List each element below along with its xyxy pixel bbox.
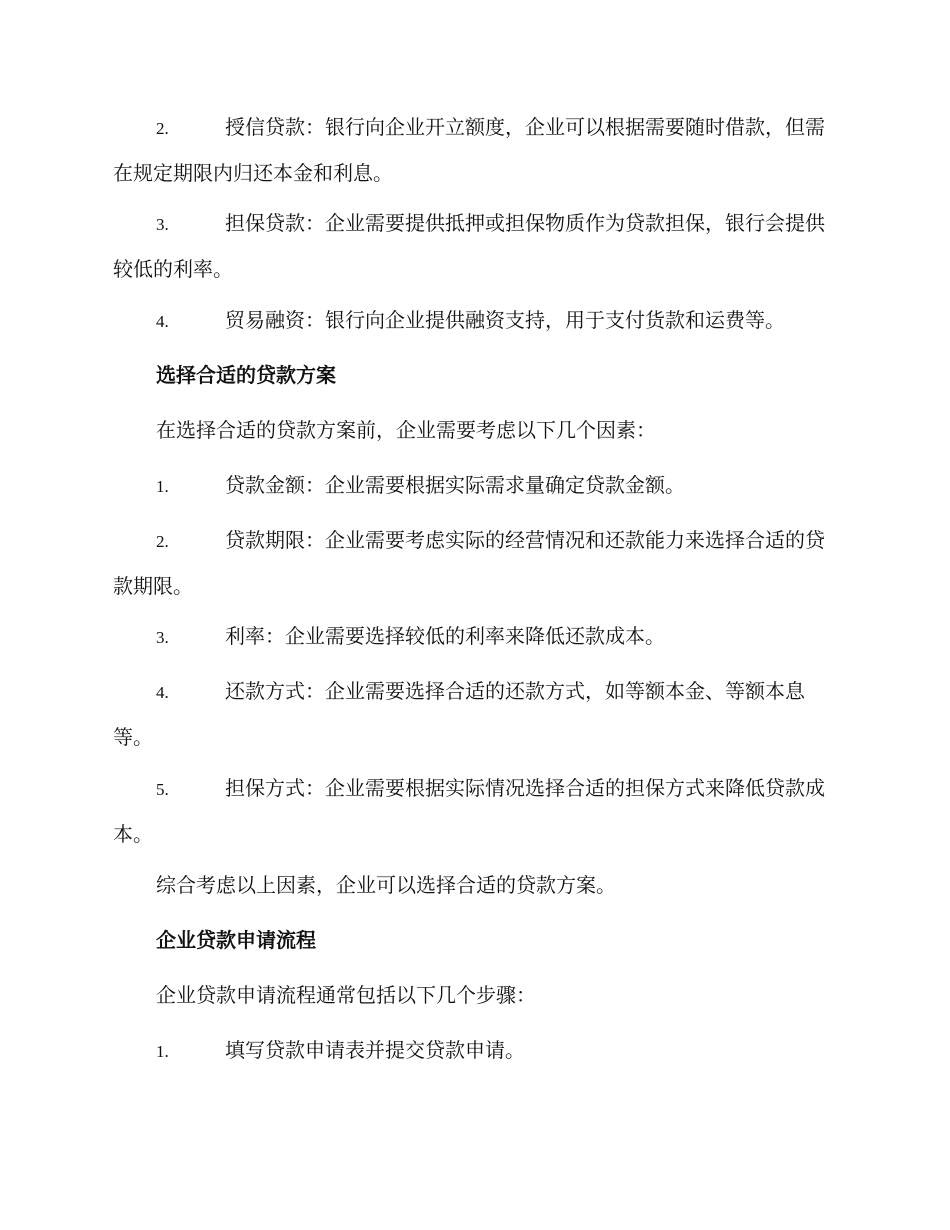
list-item [113,298,833,344]
section-heading: 企业贷款申请流程 [156,928,316,952]
list-number: 4. [156,312,169,331]
list-item-text: 贸易融资：银行向企业提供融资支持，用于支付货款和运费等。 [225,308,785,332]
list-item-text: 担保贷款：企业需要提供抵押或担保物质作为贷款担保，银行会提供较低的利率。 [113,211,825,281]
list-item-text: 贷款期限：企业需要考虑实际的经营情况和还款能力来选择合适的贷款期限。 [113,528,825,598]
list-item [113,766,833,857]
list-number: 1. [156,1042,169,1061]
list-number: 3. [156,628,169,647]
list-number: 1. [156,477,169,496]
list-number: 2. [156,532,169,551]
list-number: 5. [156,780,169,799]
list-item [113,518,833,609]
list-item [113,201,833,292]
list-item [113,463,833,509]
list-number: 2. [156,119,169,138]
list-item-text: 贷款金额：企业需要根据实际需求量确定贷款金额。 [225,473,685,497]
list-number: 4. [156,683,169,702]
list-item [113,105,833,196]
paragraph: 在选择合适的贷款方案前，企业需要考虑以下几个因素： [156,418,656,442]
list-item-text: 授信贷款：银行向企业开立额度，企业可以根据需要随时借款，但需在规定期限内归还本金和利息。 [113,115,825,185]
list-item-text: 担保方式：企业需要根据实际情况选择合适的担保方式来降低贷款成本。 [113,776,825,846]
section-heading: 选择合适的贷款方案 [156,363,336,387]
list-item [113,1028,833,1074]
list-item [113,669,833,760]
list-item-text: 还款方式：企业需要选择合适的还款方式，如等额本金、等额本息等。 [113,679,805,749]
list-item-text: 填写贷款申请表并提交贷款申请。 [225,1038,525,1062]
list-number: 3. [156,215,169,234]
list-item-text: 利率：企业需要选择较低的利率来降低还款成本。 [225,624,665,648]
paragraph: 企业贷款申请流程通常包括以下几个步骤： [156,983,536,1007]
list-item [113,614,833,660]
paragraph: 综合考虑以上因素，企业可以选择合适的贷款方案。 [156,873,616,897]
